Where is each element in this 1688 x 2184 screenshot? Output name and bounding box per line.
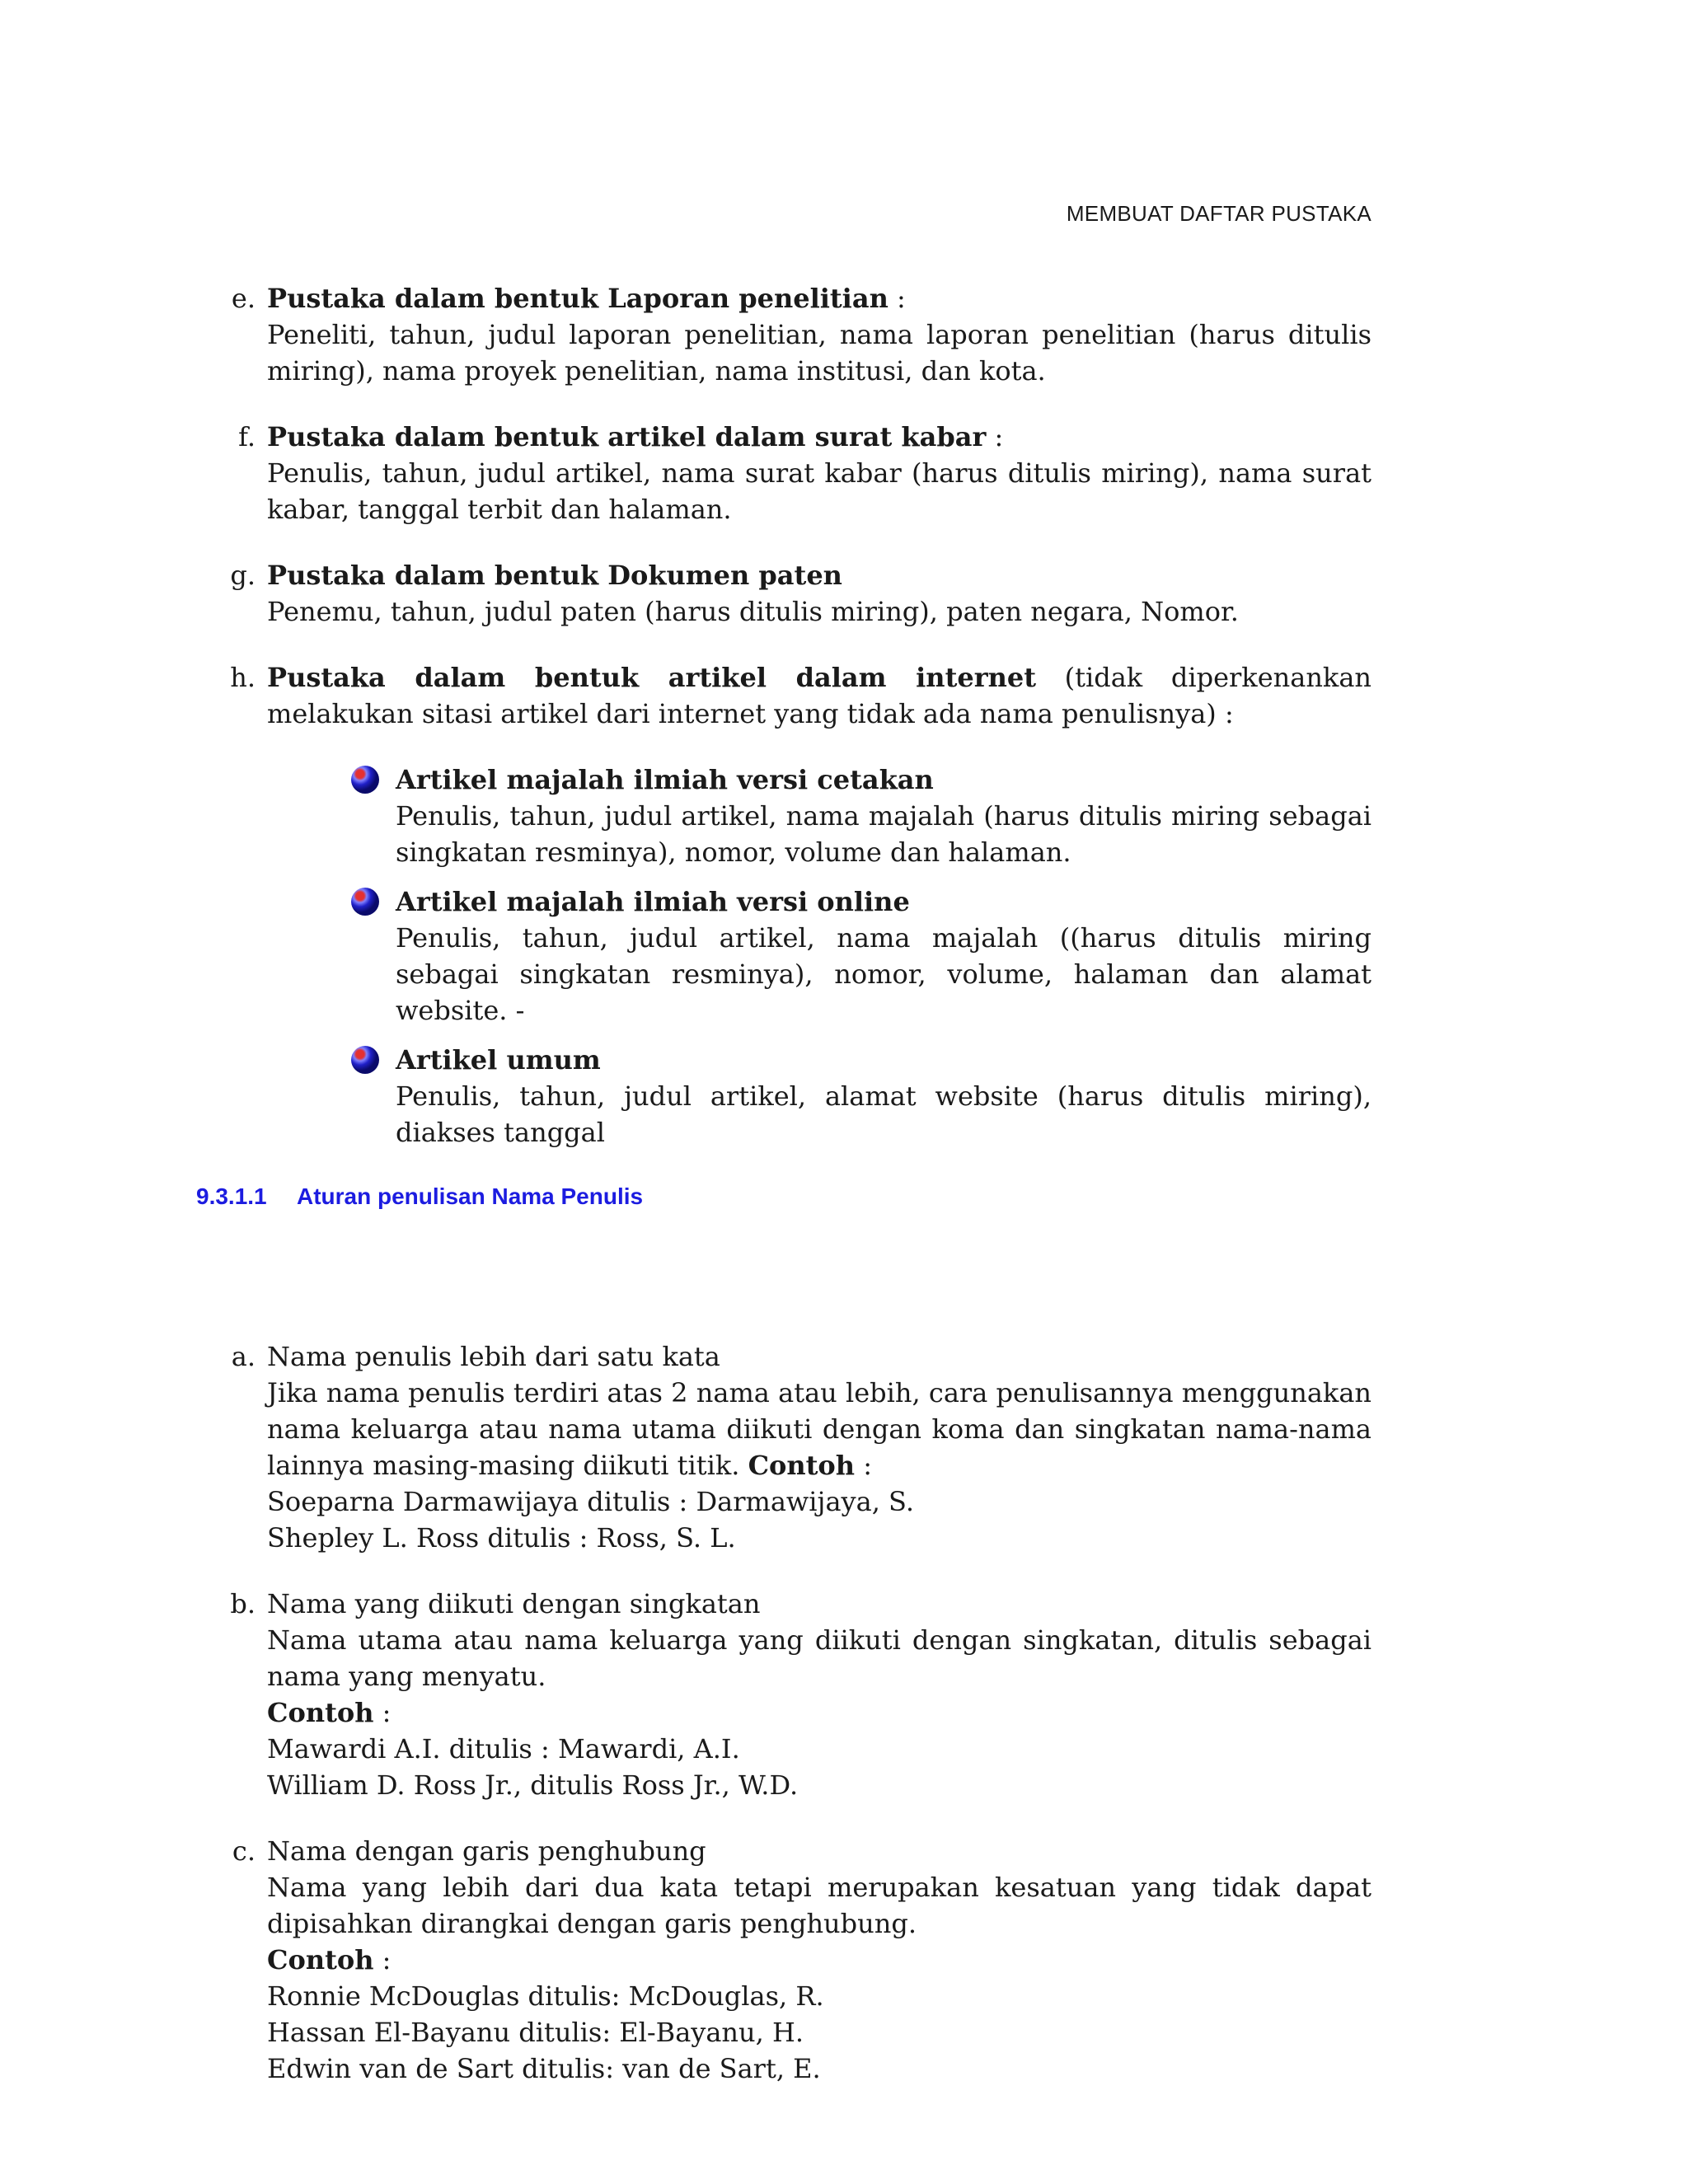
bullet-item: [267, 883, 1372, 1029]
contoh-label: Contoh: [267, 1697, 374, 1728]
bullet-item: [267, 1042, 1372, 1151]
list-item-b: [198, 1586, 1372, 1803]
item-text: Nama utama atau nama keluarga yang diikuti dengan singkatan, ditulis sebagai nama yang menyatu.: [267, 1624, 1372, 1692]
list-item-h: [198, 659, 1372, 1151]
item-title-suffix: (tidak diperkenankan melakukan sitasi artikel dari internet yang tidak ada nama penulisnya) :: [267, 662, 1372, 729]
item-title: Pustaka dalam bentuk artikel dalam internet: [267, 662, 1036, 693]
ball-bullet-icon: [351, 1046, 379, 1074]
item-title: Pustaka dalam bentuk Dokumen paten: [267, 560, 842, 591]
list-marker: a.: [231, 1341, 256, 1372]
bullet-text: Penulis, tahun, judul artikel, nama majalah ((harus ditulis miring sebagai singkatan resminya), nomor, volume, halaman dan alamat website. -: [396, 922, 1372, 1026]
item-title-suffix: :: [888, 283, 906, 314]
bullet-title: Artikel majalah ilmiah versi online: [396, 886, 910, 917]
subsection-heading: [196, 1180, 1372, 1213]
list-marker: b.: [230, 1588, 256, 1619]
page-content: [198, 280, 1372, 2116]
running-header: MEMBUAT DAFTAR PUSTAKA: [1066, 201, 1372, 226]
contoh-label: Contoh: [748, 1450, 856, 1481]
subsection-title: Aturan penulisan Nama Penulis: [297, 1183, 644, 1209]
item-title: Nama dengan garis penghubung: [267, 1835, 706, 1867]
internet-bullet-list: [267, 762, 1372, 1151]
item-title: Nama yang diikuti dengan singkatan: [267, 1588, 761, 1619]
ball-bullet-icon: [351, 766, 379, 794]
example-line: Hassan El-Bayanu ditulis: El-Bayanu, H.: [267, 2017, 804, 2048]
contoh-suffix: :: [855, 1450, 872, 1481]
item-title-suffix: :: [986, 421, 1004, 452]
list-item-e: [198, 280, 1372, 389]
item-text: Jika nama penulis terdiri atas 2 nama atau lebih, cara penulisannya menggunakan nama keluarga atau nama utama diikuti dengan koma dan singkatan nama-nama lainnya masing-masing diikuti titik.: [267, 1377, 1372, 1481]
list-marker: h.: [230, 662, 256, 693]
example-line: Shepley L. Ross ditulis : Ross, S. L.: [267, 1522, 736, 1554]
item-text: Nama yang lebih dari dua kata tetapi merupakan kesatuan yang tidak dapat dipisahkan dirangkai dengan garis penghubung.: [267, 1872, 1372, 1939]
item-text: Penulis, tahun, judul artikel, nama surat kabar (harus ditulis miring), nama surat kabar, tanggal terbit dan halaman.: [267, 457, 1372, 525]
bullet-title: Artikel majalah ilmiah versi cetakan: [396, 764, 934, 795]
example-line: William D. Ross Jr., ditulis Ross Jr., W.D.: [267, 1769, 799, 1801]
bullet-title: Artikel umum: [396, 1044, 601, 1076]
list-marker: e.: [231, 283, 256, 314]
bullet-item: [267, 762, 1372, 870]
example-line: Edwin van de Sart ditulis: van de Sart, E.: [267, 2053, 821, 2084]
subsection-number: 9.3.1.1: [196, 1183, 267, 1209]
bullet-text: Penulis, tahun, judul artikel, nama majalah (harus ditulis miring sebagai singkatan resminya), nomor, volume dan halaman.: [396, 800, 1372, 868]
example-line: Soeparna Darmawijaya ditulis : Darmawijaya, S.: [267, 1486, 914, 1517]
item-text: Penemu, tahun, judul paten (harus ditulis miring), paten negara, Nomor.: [267, 596, 1239, 627]
example-line: Mawardi A.I. ditulis : Mawardi, A.I.: [267, 1733, 740, 1765]
list-item-a: [198, 1338, 1372, 1556]
list-item-g: [198, 557, 1372, 630]
item-text: Peneliti, tahun, judul laporan penelitian, nama laporan penelitian (harus ditulis miring), nama proyek penelitian, nama institusi, dan kota.: [267, 319, 1372, 387]
item-title: Pustaka dalam bentuk artikel dalam surat kabar: [267, 421, 987, 452]
contoh-suffix: :: [373, 1944, 392, 1975]
ball-bullet-icon: [351, 888, 379, 916]
list-marker: c.: [232, 1835, 256, 1867]
contoh-label: Contoh: [267, 1944, 374, 1975]
list-marker: f.: [238, 421, 256, 452]
list-marker: g.: [230, 560, 256, 591]
list-item-c: [198, 1833, 1372, 2087]
example-line: Ronnie McDouglas ditulis: McDouglas, R.: [267, 1980, 824, 2012]
contoh-suffix: :: [373, 1697, 392, 1728]
bullet-text: Penulis, tahun, judul artikel, alamat website (harus ditulis miring), diakses tanggal: [396, 1080, 1372, 1148]
list-item-f: [198, 419, 1372, 527]
item-title: Pustaka dalam bentuk Laporan penelitian: [267, 283, 889, 314]
item-title: Nama penulis lebih dari satu kata: [267, 1341, 720, 1372]
